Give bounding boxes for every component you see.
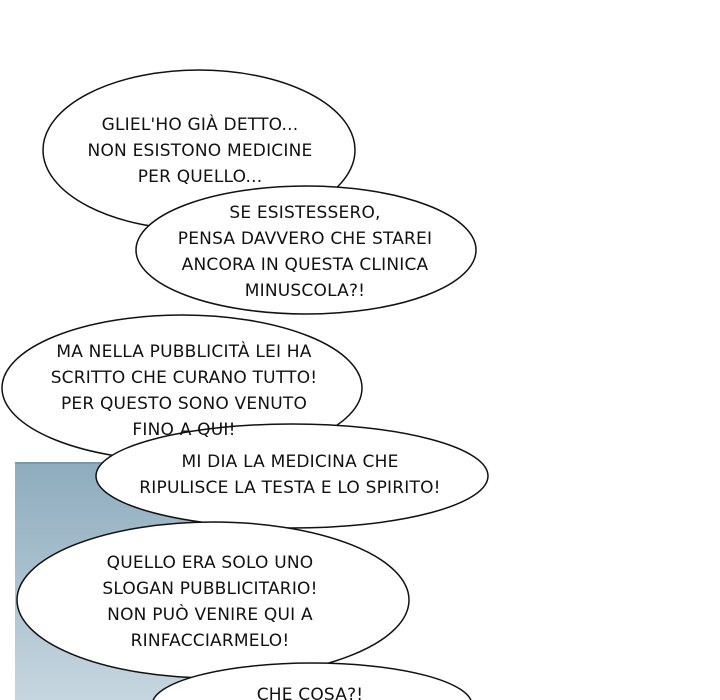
balloon-text-5: QUELLO ERA SOLO UNO SLOGAN PUBBLICITARIO! NON PUÒ VENIRE QUI A RINFACCIARMELO! — [102, 553, 318, 651]
balloon-text-6: CHE COSA?! — [256, 685, 364, 700]
balloon-text-4: MI DIA LA MEDICINA CHE RIPULISCE LA TESTA E LO SPIRITO! — [139, 452, 441, 498]
balloon-text-1: GLIEL'HO GIÀ DETTO... NON ESISTONO MEDICINE PER QUELLO... — [87, 115, 313, 187]
balloon-text-3: MA NELLA PUBBLICITÀ LEI HA SCRITTO CHE CURANO TUTTO! PER QUESTO SONO VENUTO FINO A QUI! — [50, 342, 318, 440]
balloon-text-2: SE ESISTESSERO, PENSA DAVVERO CHE STAREI ANCORA IN QUESTA CLINICA MINUSCOLA?! — [177, 203, 433, 301]
